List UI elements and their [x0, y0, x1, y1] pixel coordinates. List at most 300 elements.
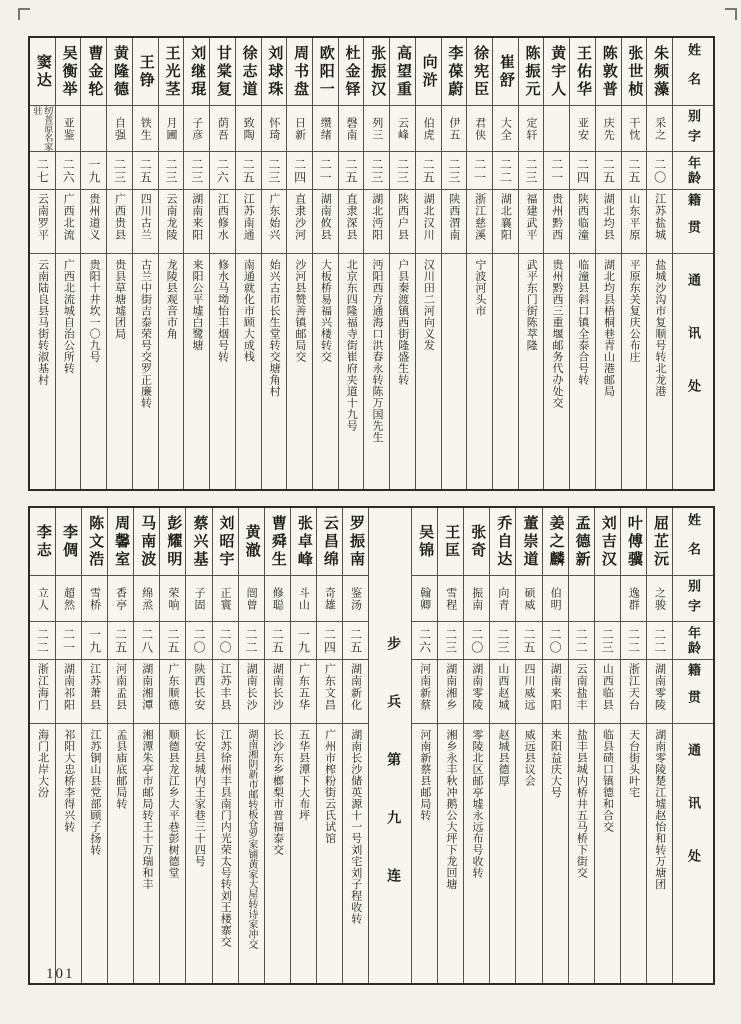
address-cell-text: 江苏铜山县党部顾子扬转 [88, 729, 101, 856]
age-cell [287, 152, 312, 190]
age-cell-text: 二五 [113, 627, 128, 654]
name-cell-text: 刘昭宇 [217, 514, 234, 569]
age-cell [186, 622, 211, 660]
field-header-label: 姓名 [686, 42, 701, 101]
age-cell [467, 152, 492, 190]
age-cell-text: 二二 [244, 627, 259, 654]
courtesy-name-cell-text: 正寰 [219, 586, 232, 611]
age-cell-text: 二〇 [469, 627, 484, 654]
age-cell [56, 622, 81, 660]
age-cell-text: 二五 [421, 157, 436, 184]
native-place-cell [82, 660, 107, 724]
age-cell [262, 152, 287, 190]
age-cell [647, 152, 672, 190]
native-place-cell-text: 福建武平 [525, 193, 538, 241]
courtesy-name-cell-text: 翰卿 [418, 586, 431, 611]
courtesy-name-cell [519, 106, 544, 152]
name-cell [647, 38, 672, 106]
address-cell-text: 来阳益庆大号 [549, 729, 562, 798]
name-cell [186, 508, 211, 576]
address-cell [186, 724, 211, 983]
native-place-cell-text: 湖北汉川 [422, 193, 435, 241]
address-cell [262, 254, 287, 489]
courtesy-name-cell [317, 576, 342, 622]
roster-person-column [595, 38, 621, 489]
age-cell [493, 152, 518, 190]
address-cell-text: 湖南长沙储英源十一号刘宅刘子程收转 [349, 729, 362, 925]
native-place-cell [595, 660, 620, 724]
age-cell [519, 152, 544, 190]
address-cell-text: 海门北岸大汾 [36, 729, 49, 798]
age-cell-text: 二五 [626, 157, 641, 184]
age-cell-text: 一九 [86, 157, 101, 184]
courtesy-name-cell-text: 逸群 [627, 586, 640, 611]
name-cell [390, 38, 415, 106]
name-cell-text: 彭耀明 [165, 514, 182, 569]
native-place-cell [56, 660, 81, 724]
age-cell-text: 二三 [495, 627, 510, 654]
address-cell [544, 254, 569, 489]
address-cell [160, 724, 185, 983]
name-cell [184, 38, 209, 106]
address-cell-text: 长沙东乡榔梨市普福泰交 [271, 729, 284, 856]
name-cell-text: 高望重 [394, 44, 411, 99]
name-cell-text: 张奇 [469, 523, 486, 560]
age-cell-text: 二八 [139, 627, 154, 654]
native-place-cell [186, 660, 211, 724]
address-cell-text: 龙陵县观音市角 [165, 259, 178, 340]
address-cell [239, 724, 264, 983]
age-cell [412, 622, 437, 660]
roster-person-column [235, 38, 261, 489]
roster-person-column [290, 508, 316, 983]
courtesy-name-cell [464, 576, 489, 622]
address-cell [493, 254, 518, 489]
native-place-cell-text: 湖南长沙 [245, 663, 258, 711]
courtesy-name-cell-text: 伯明 [549, 586, 562, 611]
native-place-cell-text: 浙江天台 [627, 663, 640, 711]
address-cell [210, 254, 235, 489]
name-cell [236, 38, 261, 106]
address-cell-text: 天台街头叶宅 [627, 729, 640, 798]
name-cell [339, 38, 364, 106]
name-cell [622, 38, 647, 106]
courtesy-name-cell-text: 庆先 [602, 116, 615, 141]
age-cell-text: 二五 [344, 157, 359, 184]
courtesy-name-cell [184, 106, 209, 152]
courtesy-name-cell-text: 香亭 [114, 586, 127, 611]
address-cell [213, 724, 238, 983]
native-place-cell [543, 660, 568, 724]
address-cell [543, 724, 568, 983]
courtesy-name-cell [291, 576, 316, 622]
age-cell-text: 二六 [61, 157, 76, 184]
address-cell [416, 254, 441, 489]
page-number: 101 [46, 966, 75, 982]
age-cell [621, 622, 646, 660]
name-cell-text: 叶傅骥 [625, 514, 642, 569]
courtesy-name-cell-text: 振南 [470, 586, 483, 611]
field-header-label: 籍贯 [686, 193, 701, 247]
field-header-label: 别字 [686, 108, 701, 149]
native-place-cell-text: 湖南长沙 [271, 663, 284, 711]
name-cell-text: 黄澈 [243, 523, 260, 560]
address-cell-text: 五华县潭下大布坪 [297, 729, 310, 821]
native-place-cell-text: 广东顺德 [166, 663, 179, 711]
age-cell [236, 152, 261, 190]
courtesy-name-cell-text: 干忱 [627, 116, 640, 141]
name-cell [569, 508, 594, 576]
age-cell-text: 一九 [87, 627, 102, 654]
name-cell [313, 38, 338, 106]
name-cell-text: 欧阳一 [317, 44, 334, 99]
address-cell [490, 724, 515, 983]
native-place-cell [210, 190, 235, 254]
courtesy-name-cell-text: 斗山 [297, 586, 310, 611]
name-cell [56, 38, 81, 106]
name-cell [490, 508, 515, 576]
name-cell-text: 张振汉 [369, 44, 386, 99]
native-place-cell-text: 山西临县 [601, 663, 614, 711]
courtesy-name-cell-text: 月圃 [164, 116, 177, 141]
courtesy-name-cell [412, 576, 437, 622]
native-place-cell [291, 660, 316, 724]
courtesy-name-cell-text: 荣响 [166, 586, 179, 611]
roster-person-column [264, 508, 290, 983]
age-cell [56, 152, 81, 190]
name-cell-text: 徐志道 [240, 44, 257, 99]
roster-person-column [81, 508, 107, 983]
field-header-cell [673, 622, 713, 660]
age-cell [343, 622, 368, 660]
native-place-cell [596, 190, 621, 254]
native-place-cell-text: 河南新蔡 [418, 663, 431, 711]
age-cell-text: 二五 [138, 157, 153, 184]
age-cell [416, 152, 441, 190]
native-place-cell [622, 190, 647, 254]
field-header-cell [673, 190, 713, 254]
native-place-cell-text: 湖南湘乡 [444, 663, 457, 711]
name-cell-text: 朱频藻 [652, 44, 669, 99]
courtesy-name-cell-text: 之骏 [653, 586, 666, 611]
age-cell [313, 152, 338, 190]
courtesy-name-cell [186, 576, 211, 622]
name-cell [239, 508, 264, 576]
courtesy-name-cell [364, 106, 389, 152]
address-cell-text: 盐丰县城内桥井五马桥下街交 [575, 729, 588, 879]
age-cell-text: 二五 [521, 627, 536, 654]
name-cell [160, 508, 185, 576]
courtesy-name-cell [339, 106, 364, 152]
field-header-label: 别字 [686, 578, 701, 619]
address-cell-text: 贵阳十井坎一〇九号 [88, 259, 101, 363]
age-cell [339, 152, 364, 190]
name-cell-text: 屈芷沅 [651, 514, 668, 569]
address-cell [464, 724, 489, 983]
roster-person-column [363, 38, 389, 489]
courtesy-name-cell [134, 576, 159, 622]
address-cell [291, 724, 316, 983]
age-cell-text: 二七 [35, 157, 50, 184]
address-cell [287, 254, 312, 489]
address-cell-text: 户县秦渡镇西街隆盛生转 [396, 259, 409, 386]
native-place-cell [30, 190, 55, 254]
name-cell [30, 38, 55, 106]
roster-person-column [185, 508, 211, 983]
age-cell-text: 二〇 [548, 627, 563, 654]
courtesy-name-cell-text: 亚鉴 [62, 116, 75, 141]
courtesy-name-cell-text: 采之 [653, 116, 666, 141]
name-cell [519, 38, 544, 106]
roster-person-column [389, 38, 415, 489]
courtesy-name-cell [647, 106, 672, 152]
field-header-label: 籍贯 [686, 663, 701, 717]
address-cell [647, 254, 672, 489]
courtesy-name-cell-text: 子固 [192, 586, 205, 611]
native-place-cell-text: 云南盐丰 [575, 663, 588, 711]
courtesy-name-cell [621, 576, 646, 622]
native-place-cell-text: 湖南来阳 [549, 663, 562, 711]
name-cell [30, 508, 55, 576]
age-cell [569, 622, 594, 660]
name-cell [570, 38, 595, 106]
age-cell-text: 二〇 [218, 627, 233, 654]
address-cell [317, 724, 342, 983]
native-place-cell [107, 190, 132, 254]
field-header-cell [673, 660, 713, 724]
age-cell [107, 152, 132, 190]
address-cell [570, 254, 595, 489]
age-cell [133, 152, 158, 190]
age-cell [490, 622, 515, 660]
courtesy-name-cell [313, 106, 338, 152]
native-place-cell-text: 江苏萧县 [88, 663, 101, 711]
native-place-cell [569, 660, 594, 724]
age-cell-text: 二三 [266, 157, 281, 184]
age-cell [317, 622, 342, 660]
address-cell [442, 254, 467, 489]
courtesy-name-cell [133, 106, 158, 152]
name-cell-text: 蔡兴基 [191, 514, 208, 569]
name-cell [82, 508, 107, 576]
native-place-cell [81, 190, 106, 254]
native-place-cell [390, 190, 415, 254]
roster-person-column [209, 38, 235, 489]
address-cell [596, 254, 621, 489]
native-place-cell-text: 贵州黔西 [550, 193, 563, 241]
courtesy-name-cell [516, 576, 541, 622]
name-cell-text: 张卓峰 [295, 514, 312, 569]
roster-person-column [441, 38, 467, 489]
name-cell [442, 38, 467, 106]
age-cell [438, 622, 463, 660]
native-place-cell [160, 660, 185, 724]
address-cell-text: 北京东四隆福寺街崔府夹道十九号 [345, 259, 358, 432]
courtesy-name-cell-text: 缵绪 [319, 116, 332, 141]
field-header-cell [673, 254, 713, 489]
native-place-cell-text: 陕西长安 [192, 663, 205, 711]
native-place-cell [287, 190, 312, 254]
field-header-cell [673, 106, 713, 152]
field-header-label: 年龄 [686, 625, 701, 656]
address-cell [438, 724, 463, 983]
courtesy-name-cell [438, 576, 463, 622]
address-cell-text: 广州市榨粉街云氏试馆 [323, 729, 336, 844]
age-cell-text: 二六 [417, 627, 432, 654]
courtesy-name-cell [543, 576, 568, 622]
roster-person-column [132, 38, 158, 489]
address-cell-text: 零陵北区邮亭墟永远布号收转 [471, 729, 484, 879]
age-cell-text: 二四 [322, 627, 337, 654]
address-cell [313, 254, 338, 489]
roster-person-column [594, 508, 620, 983]
address-cell [133, 254, 158, 489]
scan-corner-mark [725, 8, 737, 20]
name-cell-text: 窦达 [34, 53, 51, 90]
address-cell [108, 724, 133, 983]
native-place-cell-text: 云南罗平 [36, 193, 49, 241]
address-cell-text: 修水马坳怡丰烟号转 [216, 259, 229, 363]
name-cell-text: 黄宇人 [549, 44, 566, 99]
native-place-cell-text: 陕西渭南 [447, 193, 460, 241]
native-place-cell-text: 广西贵县 [113, 193, 126, 241]
field-header-cell [673, 508, 713, 576]
native-place-cell [339, 190, 364, 254]
field-header-cell [673, 724, 713, 983]
courtesy-name-cell-text: 子彦 [190, 116, 203, 141]
courtesy-name-cell-text: 伯虎 [422, 116, 435, 141]
address-cell-text: 盐城沙沟市复顺号转北龙港 [653, 259, 666, 397]
native-place-cell-text: 湖南新化 [349, 663, 362, 711]
native-place-cell-text: 云南龙陵 [164, 193, 177, 241]
roster-person-column [342, 508, 368, 983]
age-cell [108, 622, 133, 660]
age-cell-text: 二一 [61, 627, 76, 654]
name-cell-text: 吴锦 [417, 523, 434, 560]
address-cell-text: 祁阳大忠桥李得兴转 [62, 729, 75, 833]
age-cell [82, 622, 107, 660]
native-place-cell [464, 660, 489, 724]
courtesy-name-cell-text: 定轩 [525, 116, 538, 141]
age-cell-text: 一九 [296, 627, 311, 654]
native-place-cell [239, 660, 264, 724]
native-place-cell [343, 660, 368, 724]
name-cell-text: 张世桢 [626, 44, 643, 99]
age-cell-text: 二二 [626, 627, 641, 654]
address-cell [265, 724, 290, 983]
name-cell [416, 38, 441, 106]
courtesy-name-cell-text: 磬南 [345, 116, 358, 141]
roster-person-column [568, 508, 594, 983]
name-cell-text: 王光茎 [163, 44, 180, 99]
name-cell [621, 508, 646, 576]
courtesy-name-cell [569, 576, 594, 622]
native-place-cell-text: 湖南祁阳 [62, 663, 75, 711]
roster-person-column [415, 38, 441, 489]
roster-person-column [489, 508, 515, 983]
address-cell-text: 平原东关复庆公布庄 [628, 259, 641, 363]
courtesy-name-cell [81, 106, 106, 152]
roster-person-column [30, 38, 55, 489]
address-cell-text: 顺德县龙江乡大平巷彭树德堂 [167, 729, 180, 879]
age-cell [291, 622, 316, 660]
age-cell-text: 二一 [318, 157, 333, 184]
address-cell-text: 湖北均县梧桐巷青山港邮局 [602, 259, 615, 397]
address-cell [56, 724, 81, 983]
age-cell [570, 152, 595, 190]
address-cell [595, 724, 620, 983]
name-cell-text: 孟德新 [573, 514, 590, 569]
courtesy-name-cell [56, 576, 81, 622]
native-place-cell [442, 190, 467, 254]
age-cell-text: 二一 [549, 157, 564, 184]
native-place-cell-text: 贵州道义 [87, 193, 100, 241]
courtesy-name-cell [82, 576, 107, 622]
name-cell [213, 508, 238, 576]
native-place-cell [265, 660, 290, 724]
courtesy-name-cell-text: 大全 [499, 116, 512, 141]
address-cell-text: 长安县城内王家巷三十四号 [193, 729, 206, 867]
roster-person-column [55, 508, 81, 983]
courtesy-name-cell [493, 106, 518, 152]
name-cell [464, 508, 489, 576]
courtesy-name-cell [108, 576, 133, 622]
name-cell [107, 38, 132, 106]
age-cell-text: 二三 [369, 157, 384, 184]
address-cell-text: 赵城县德厚 [497, 729, 510, 787]
roster-person-column [30, 508, 55, 983]
company-section-label: 步兵第九连 [385, 636, 401, 926]
name-cell-text: 李志 [34, 523, 51, 560]
roster-person-column [466, 38, 492, 489]
age-cell [210, 152, 235, 190]
courtesy-name-cell [287, 106, 312, 152]
name-cell [543, 508, 568, 576]
age-cell-text: 二二 [35, 627, 50, 654]
field-header-label: 年龄 [686, 155, 701, 186]
age-cell [442, 152, 467, 190]
address-cell [56, 254, 81, 489]
roster-person-column [338, 38, 364, 489]
roster-person-column [183, 38, 209, 489]
courtesy-name-cell [490, 576, 515, 622]
courtesy-name-cell-text: 奇雄 [323, 586, 336, 611]
courtesy-name-cell [390, 106, 415, 152]
native-place-cell-text: 陕西户县 [396, 193, 409, 241]
roster-person-column [158, 38, 184, 489]
native-place-cell [159, 190, 184, 254]
name-cell [343, 508, 368, 576]
name-cell [287, 38, 312, 106]
age-cell-text: 二〇 [191, 627, 206, 654]
age-cell-text: 二三 [112, 157, 127, 184]
name-cell [134, 508, 159, 576]
courtesy-name-cell [159, 106, 184, 152]
address-cell-text: 沙河县赞善镇邮局交 [293, 259, 306, 363]
age-cell-text: 二二 [574, 627, 589, 654]
name-cell [595, 508, 620, 576]
address-cell [107, 254, 132, 489]
courtesy-name-cell [622, 106, 647, 152]
address-cell-text: 湖南零陵楚江墟赵怡和转万塘团 [653, 729, 666, 890]
roster-table-upper [28, 36, 715, 491]
address-cell-text: 临潼县斜口镇全泰合号转 [576, 259, 589, 386]
roster-person-column [621, 38, 647, 489]
address-cell-text: 云南陆良县马街转淑基村 [36, 259, 49, 386]
age-cell [596, 152, 621, 190]
age-cell-text: 二三 [600, 627, 615, 654]
age-cell-text: 二五 [601, 157, 616, 184]
